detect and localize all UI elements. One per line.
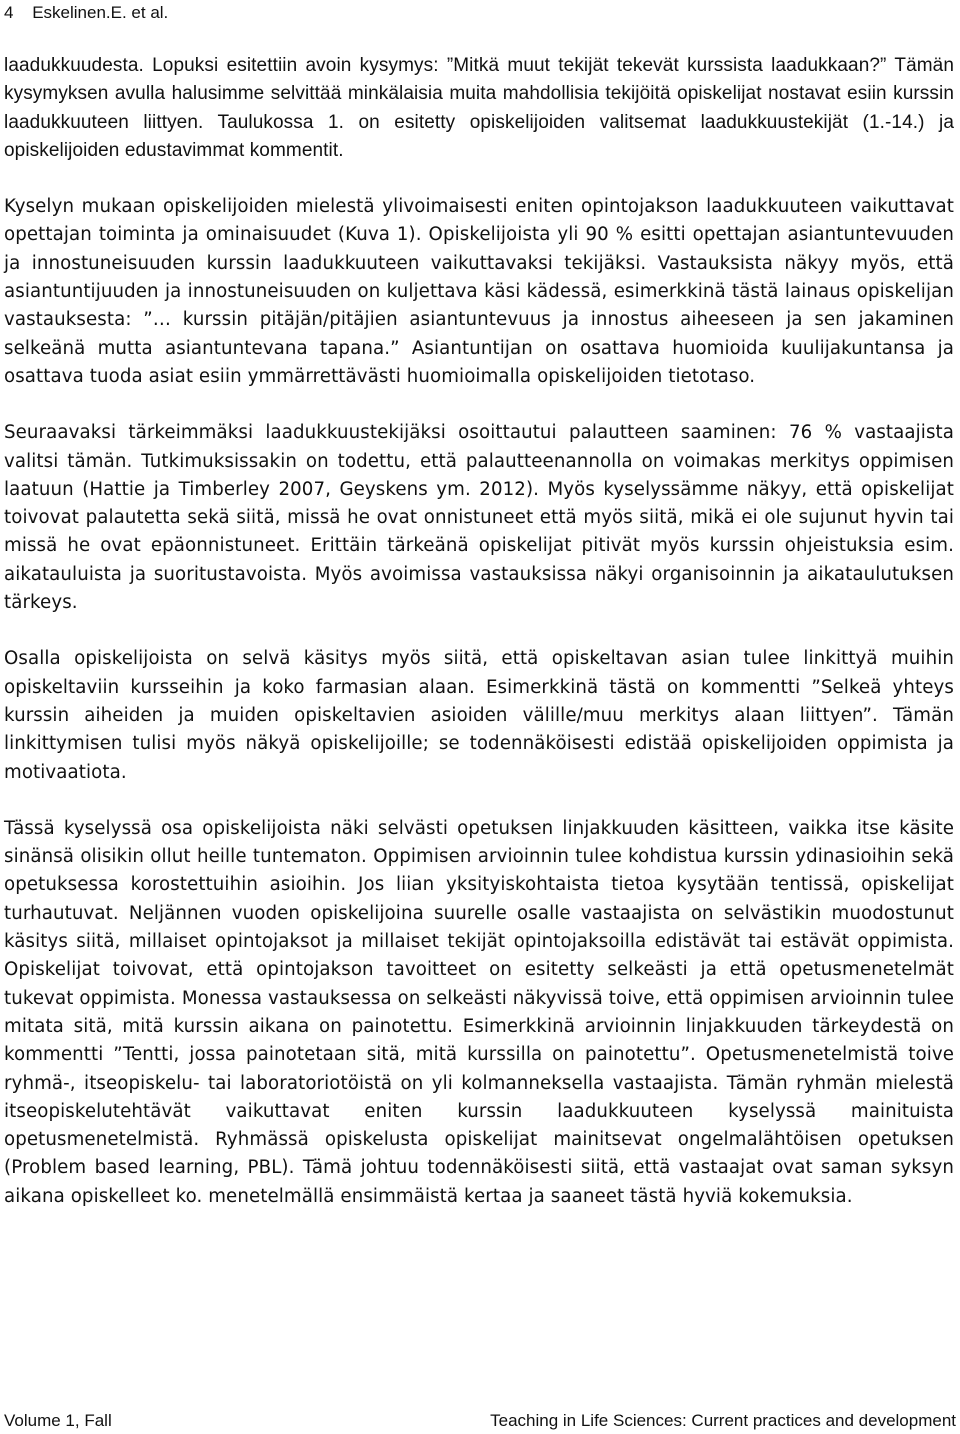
footer-journal-title: Teaching in Life Sciences: Current practices and development	[490, 1411, 956, 1430]
paragraph-4: Osalla opiskelijoista on selvä käsitys myös siitä, että opiskeltavan asian tulee linkittyä muihin opiskeltaviin kursseihin ja koko farmasian alaan. Esimerkkinä tästä on kommentti ”Selkeä yhteys kurssin aiheiden ja muiden opiskeltavien asioiden välille/muu merkitys alaan liittyen”. Tämän linkittymisen tulisi myös näkyä opiskelijoille; se todennäköisesti edistää opiskelijoiden oppimista ja motivaatiota.	[4, 648, 954, 783]
article-body	[4, 52, 954, 1211]
footer-volume: Volume 1, Fall	[4, 1411, 112, 1430]
paragraph-3: Seuraavaksi tärkeimmäksi laadukkuustekijäksi osoittautui palautteen saaminen: 76 % vastaajista valitsi tämän. Tutkimuksissakin on todettu, että palautteenannolla on voimakas merkitys oppimisen laatuun (Hattie ja Timberley 2007, Geyskens ym. 2012). Myös kyselyssämme näkyy, että opiskelijat toivovat palautetta sekä siitä, missä he ovat onnistuneet että myös siitä, mikä ei ole sujunut hyvin tai missä he ovat epäonnistuneet. Erittäin tärkeänä opiskelijat pitivät myös kurssin ohjeistuksia esim. aikatauluista ja suoritustavoista. Myös avoimissa vastauksissa näkyi organisoinnin ja aikataulutuksen tärkeys.	[4, 422, 954, 614]
page-number: 4	[4, 3, 14, 22]
page-header	[4, 2, 168, 24]
running-head-authors: Eskelinen.E. et al.	[32, 3, 169, 22]
paragraph-2: Kyselyn mukaan opiskelijoiden mielestä ylivoimaisesti eniten opintojakson laadukkuuteen vaikuttavat opettajan toiminta ja ominaisuudet (Kuva 1). Opiskelijoista yli 90 % esitti opettajan asiantuntevuuden ja innostuneisuuden kurssin laadukkuuteen vaikuttavaksi tekijäksi. Vastauksista näkyy myös, että asiantuntijuuden ja innostuneisuuden on kuljettava käsi kädessä, esimerkkinä tästä lainaus opiskelijan vastauksesta: ”… kurssin pitäjän/pitäjien asiantuntevuus ja innostus aiheeseen ja sen jakaminen selkeänä mutta asiantuntevana tapana.” Asiantuntijan on osattava huomioida kuulijakuntansa ja osattava tuoda asiat esiin ymmärrettävästi huomioimalla opiskelijoiden tietotaso.	[4, 196, 954, 387]
paragraph-5: Tässä kyselyssä osa opiskelijoista näki selvästi opetuksen linjakkuuden käsitteen, vaikka itse käsite sinänsä olisikin ollut heille tuntematon. Oppimisen arvioinnin tulee kohdistua kurssin ydinasioihin sekä opetuksessa korostettuihin asioihin. Jos liian yksityiskohtaista tietoa kysytään tentissä, opiskelijat turhautuvat. Neljännen vuoden opiskelijoina suurelle osalle vastaajista on selvästikin muodostunut käsitys siitä, millaiset opintojaksot ja millaiset tekijät opintojaksoilla edistävät tai estävät oppimista. Opiskelijat toivovat, että opintojakson tavoitteet on esitetty selkeästi ja että opetusmenetelmät tukevat oppimista. Monessa vastauksessa on selkeästi näkyvissä toive, että oppimisen arvioinnin tulee mitata sitä, mitä kurssin aikana on painotettu. Esimerkkinä arvioinnin linjakkuuden tärkeydestä on kommentti ”Tentti, jossa painotetaan sitä, mitä kurssilla on painotettu”. Opetusmenetelmistä toive ryhmä-, itseopiskelu- tai laboratoriotöistä on yli kolmanneksella vastaajista. Tämän ryhmän mielestä itseopiskelutehtävät vaikuttavat eniten kurssin laadukkuuteen kyselyssä mainituista opetusmenetelmistä. Ryhmässä opiskelusta opiskelijat mainitsevat ongelmalähtöisen opetuksen (Problem based learning, PBL). Tämä johtuu todennäköisesti siitä, että vastaajat ovat saman syksyn aikana opiskelleet ko. menetelmällä ensimmäistä kertaa ja saaneet tästä hyviä kokemuksia.	[4, 817, 954, 1207]
paragraph-1: laadukkuudesta. Lopuksi esitettiin avoin kysymys: ”Mitkä muut tekijät tekevät kurssista laadukkaan?” Tämän kysymyksen avulla halusimme selvittää minkälaisia muita mahdollisia tekijöitä opiskelijat nostavat esiin kurssin laadukkuuteen liittyen. Taulukossa 1. on esitetty opiskelijoiden valitsemat laadukkuustekijät (1.-14.) ja opiskelijoiden edustavimmat kommentit.	[4, 55, 954, 161]
